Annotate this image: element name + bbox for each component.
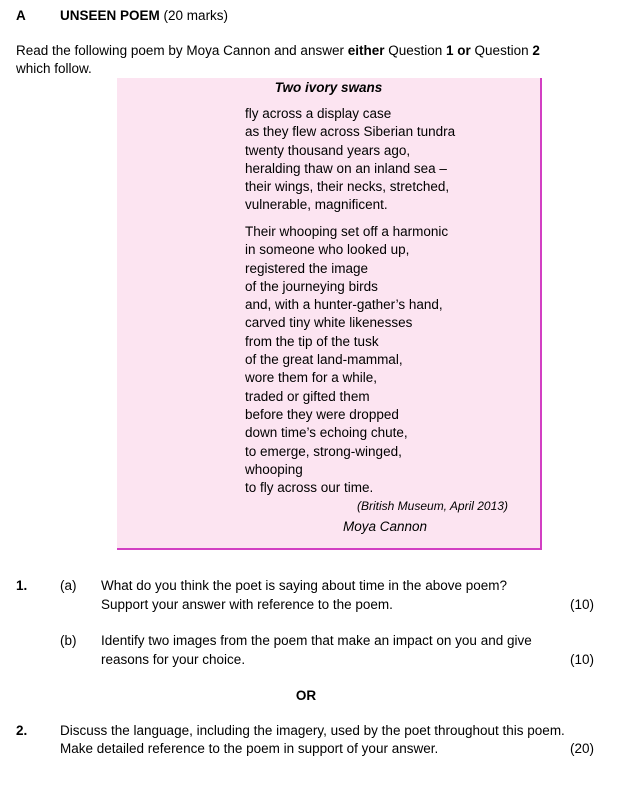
poem-author: Moya Cannon — [343, 519, 428, 534]
poem-stanza-1 — [245, 105, 455, 215]
question-2-line-2: Make detailed reference to the poem in support of your answer. — [60, 741, 439, 756]
poem-line: in someone who looked up, — [245, 242, 410, 258]
question-1-number: 1. — [16, 578, 28, 593]
poem-line: down time’s echoing chute, — [245, 425, 408, 441]
instructions-question-word: Question — [384, 43, 447, 58]
poem-box — [117, 78, 542, 550]
or-separator: OR — [295, 688, 317, 703]
poem-source: (British Museum, April 2013) — [357, 499, 508, 513]
poem-line: twenty thousand years ago, — [245, 142, 411, 158]
question-1b-line-1: Identify two images from the poem that make an impact on you and give — [101, 633, 532, 648]
question-1b-marks: (10) — [569, 652, 594, 667]
poem-line: before they were dropped — [245, 406, 399, 422]
poem-line: Their whooping set off a harmonic — [245, 224, 449, 239]
section-title: UNSEEN POEM — [60, 8, 160, 23]
question-2-number: 2. — [16, 723, 28, 738]
poem-line: carved tiny white likenesses — [245, 315, 413, 331]
instructions-or: or — [453, 43, 471, 58]
instructions-either: either — [347, 43, 385, 58]
question-1b-line-2: reasons for your choice. — [101, 652, 246, 667]
instructions-q1-number: 1 — [446, 43, 454, 58]
poem-stanza-2 — [245, 223, 448, 497]
instructions-text: Read the following poem by Moya Cannon and answer — [16, 43, 348, 58]
poem-line: wore them for a while, — [245, 370, 378, 386]
question-1a-marks: (10) — [569, 597, 594, 612]
section-marks: (20 marks) — [163, 8, 229, 23]
poem-line: of the great land-mammal, — [245, 352, 403, 368]
poem-line: to emerge, strong-winged, — [245, 443, 402, 459]
poem-line: to fly across our time. — [245, 480, 374, 496]
instructions-question-word-2: Question — [470, 43, 533, 58]
poem-line: of the journeying birds — [245, 278, 378, 294]
poem-line: vulnerable, magnificent. — [245, 197, 388, 213]
question-1a-line-1: What do you think the poet is saying about time in the above poem? — [101, 578, 508, 593]
poem-line: and, with a hunter-gather’s hand, — [245, 297, 443, 313]
poem-line: from the tip of the tusk — [245, 333, 379, 349]
poem-line: their wings, their necks, stretched, — [245, 179, 450, 195]
question-1a-label: (a) — [60, 578, 77, 593]
question-1a-line-2: Support your answer with reference to the poem. — [101, 597, 393, 612]
poem-line: as they flew across Siberian tundra — [245, 124, 456, 140]
poem-line: fly across a display case — [245, 106, 392, 121]
question-1b-label: (b) — [60, 633, 77, 648]
instructions-line-1 — [16, 43, 540, 58]
poem-line: heralding thaw on an inland sea – — [245, 160, 447, 176]
section-letter: A — [16, 8, 26, 23]
poem-title: Two ivory swans — [274, 80, 383, 95]
poem-line: traded or gifted them — [245, 388, 370, 404]
instructions-q2-number: 2 — [532, 43, 540, 58]
poem-line: registered the image — [245, 260, 369, 276]
question-2-line-1: Discuss the language, including the imagery, used by the poet throughout this poem. — [60, 723, 565, 738]
poem-line: whooping — [245, 461, 303, 477]
question-2-marks: (20) — [569, 741, 594, 756]
section-heading — [60, 8, 228, 23]
instructions-line-2: which follow. — [16, 61, 92, 76]
